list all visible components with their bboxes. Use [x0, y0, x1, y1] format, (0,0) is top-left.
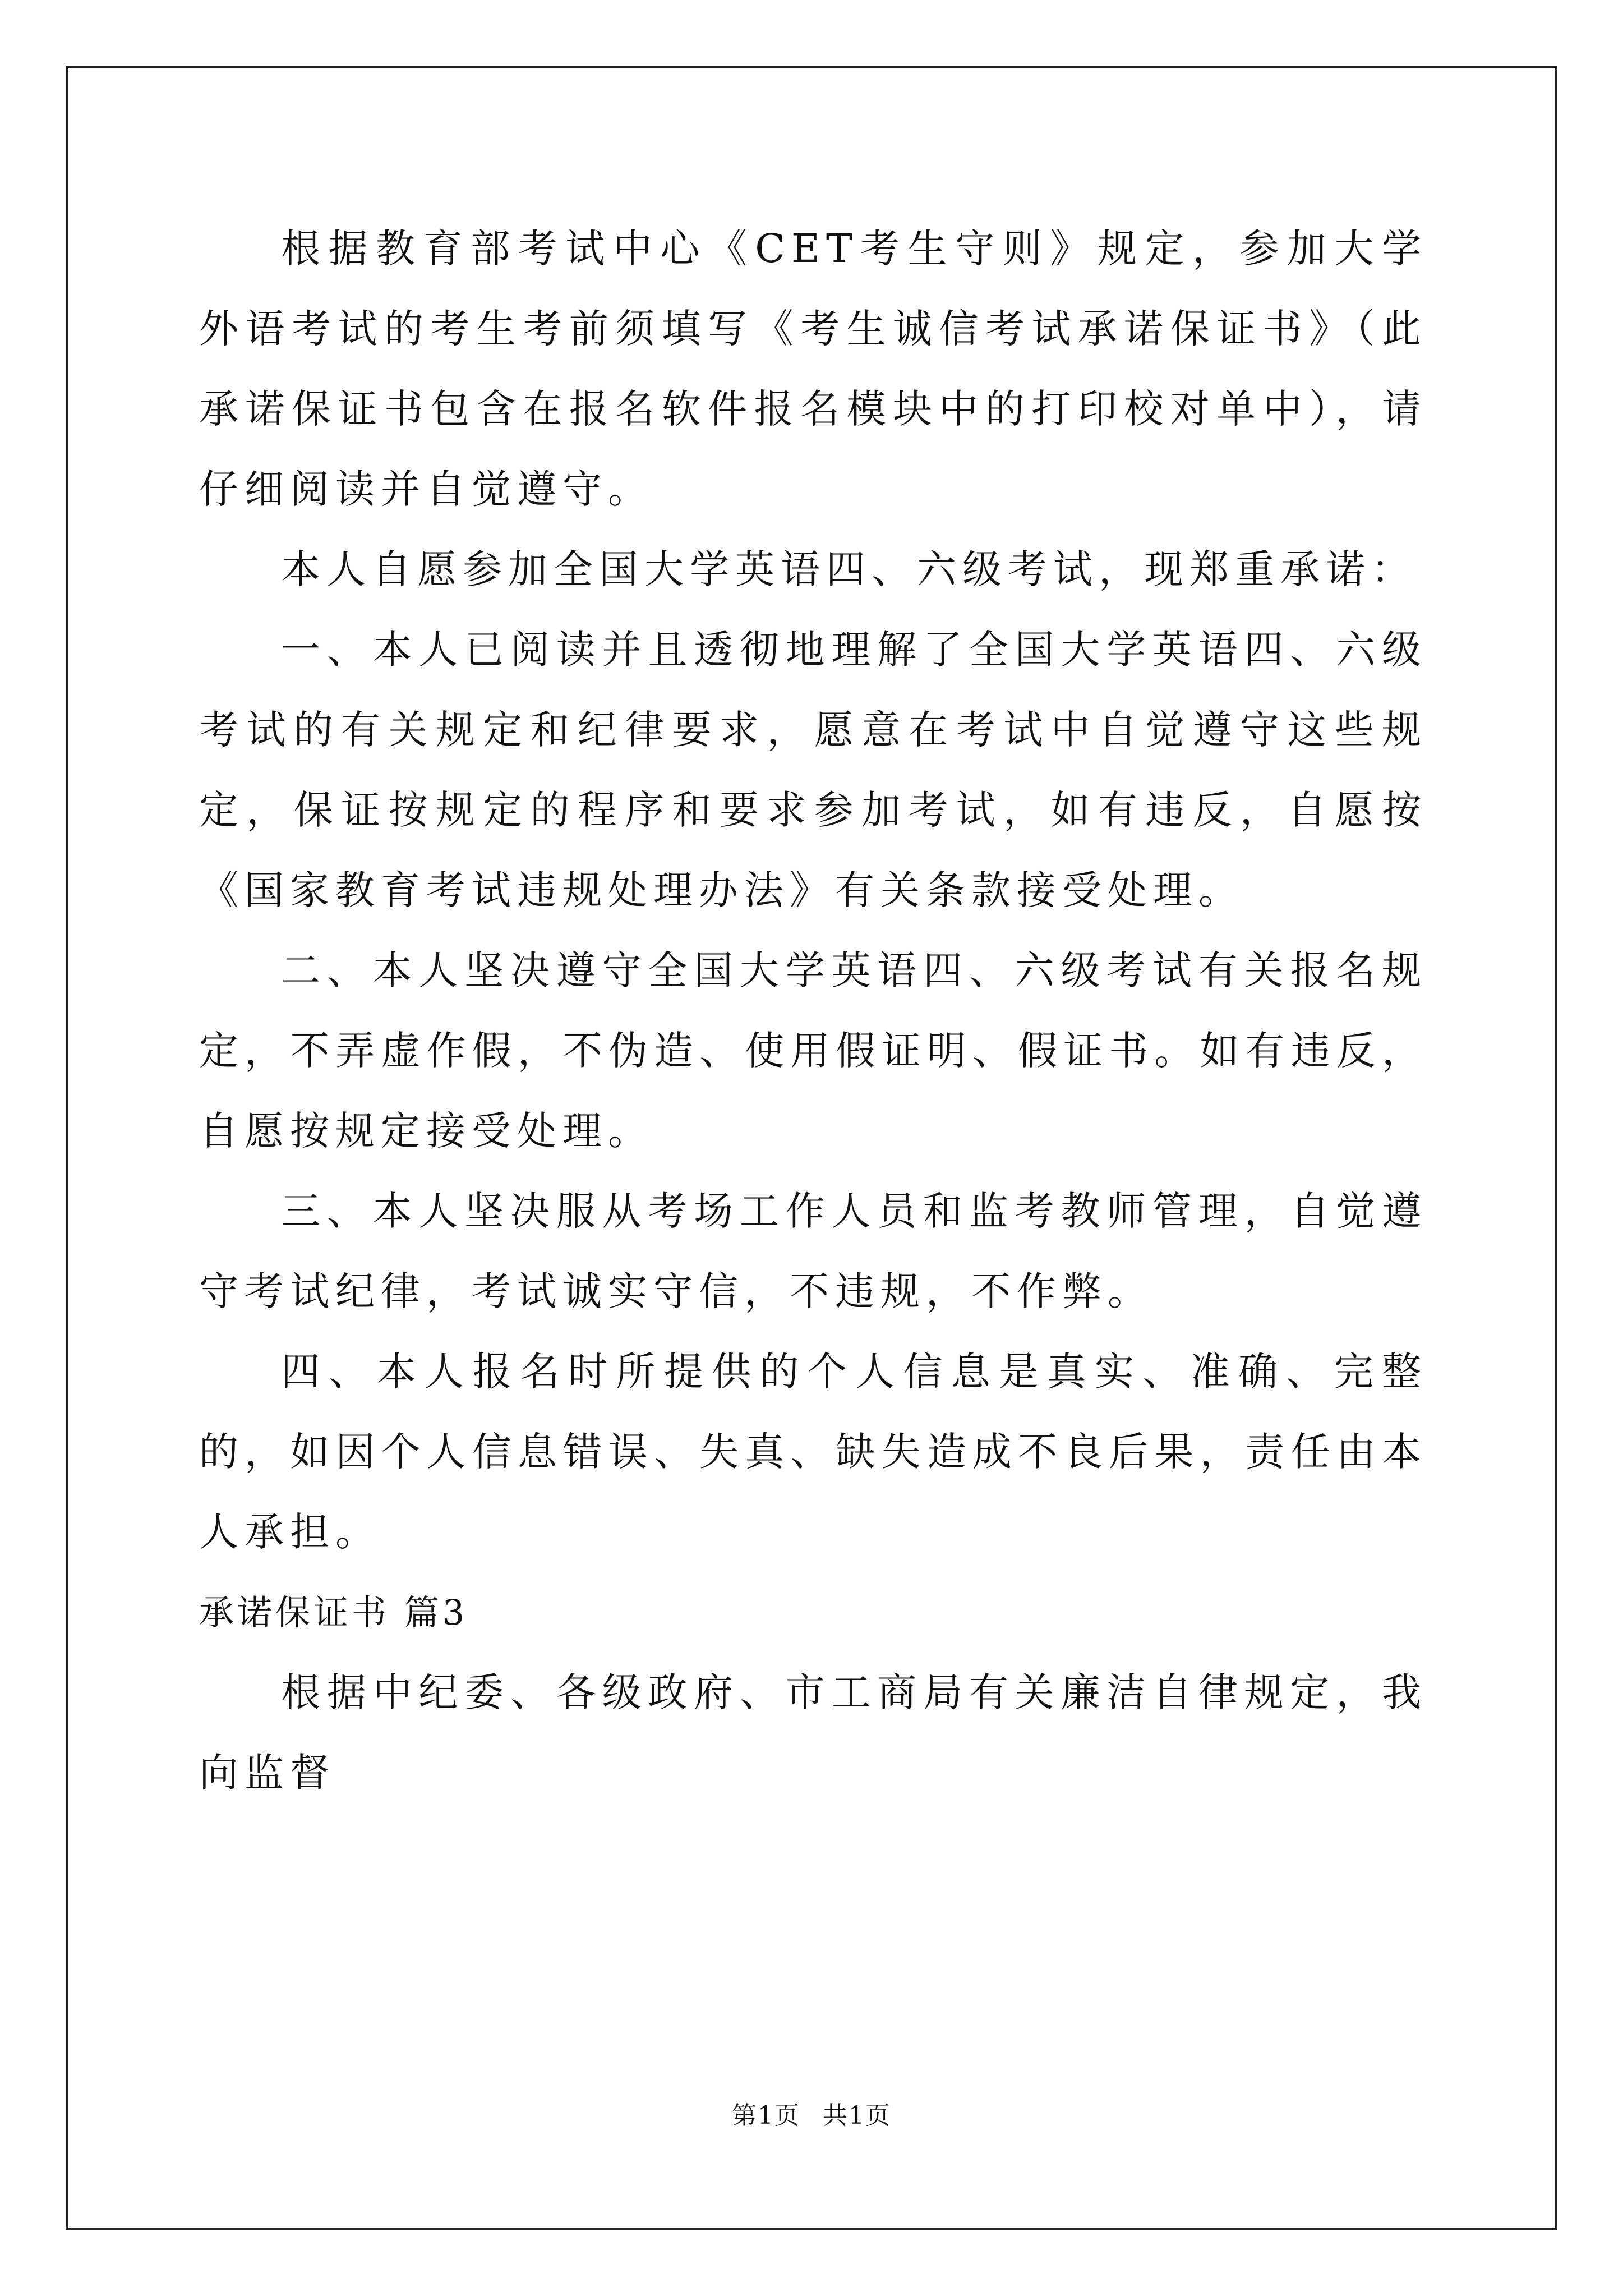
page-total: 共1页 — [823, 2101, 891, 2130]
document-body — [199, 209, 1427, 1813]
paragraph-item-1: 一、本人已阅读并且透彻地理解了全国大学英语四、六级考试的有关规定和纪律要求，愿意在考试中自觉遵守这些规定，保证按规定的程序和要求参加考试，如有违反，自愿按《国家教育考试违规处理办法》有关条款接受处理。 — [199, 627, 1427, 913]
page-footer — [0, 2095, 1623, 2131]
paragraph-pledge-intro: 本人自愿参加全国大学英语四、六级考试，现郑重承诺： — [281, 546, 1417, 592]
paragraph-item-3: 三、本人坚决服从考场工作人员和监考教师管理，自觉遵守考试纪律，考试诚实守信，不违规，不作弊。 — [199, 1188, 1427, 1314]
page-number: 第1页 — [732, 2101, 800, 2130]
paragraph-section-3: 根据中纪委、各级政府、市工商局有关廉洁自律规定，我向监督 — [199, 1669, 1427, 1796]
paragraph-item-2: 二、本人坚决遵守全国大学英语四、六级考试有关报名规定，不弄虚作假，不伪造、使用假证明、假证书。如有违反，自愿按规定接受处理。 — [199, 947, 1427, 1154]
section-heading: 承诺保证书 篇3 — [199, 1592, 468, 1633]
paragraph-intro: 根据教育部考试中心《CET考生守则》规定，参加大学外语考试的考生考前须填写《考生诚信考试承诺保证书》（此承诺保证书包含在报名软件报名模块中的打印校对单中），请仔细阅读并自觉遵守。 — [199, 226, 1427, 512]
paragraph-item-4: 四、本人报名时所提供的个人信息是真实、准确、完整的，如因个人信息错误、失真、缺失造成不良后果，责任由本人承担。 — [199, 1349, 1427, 1555]
